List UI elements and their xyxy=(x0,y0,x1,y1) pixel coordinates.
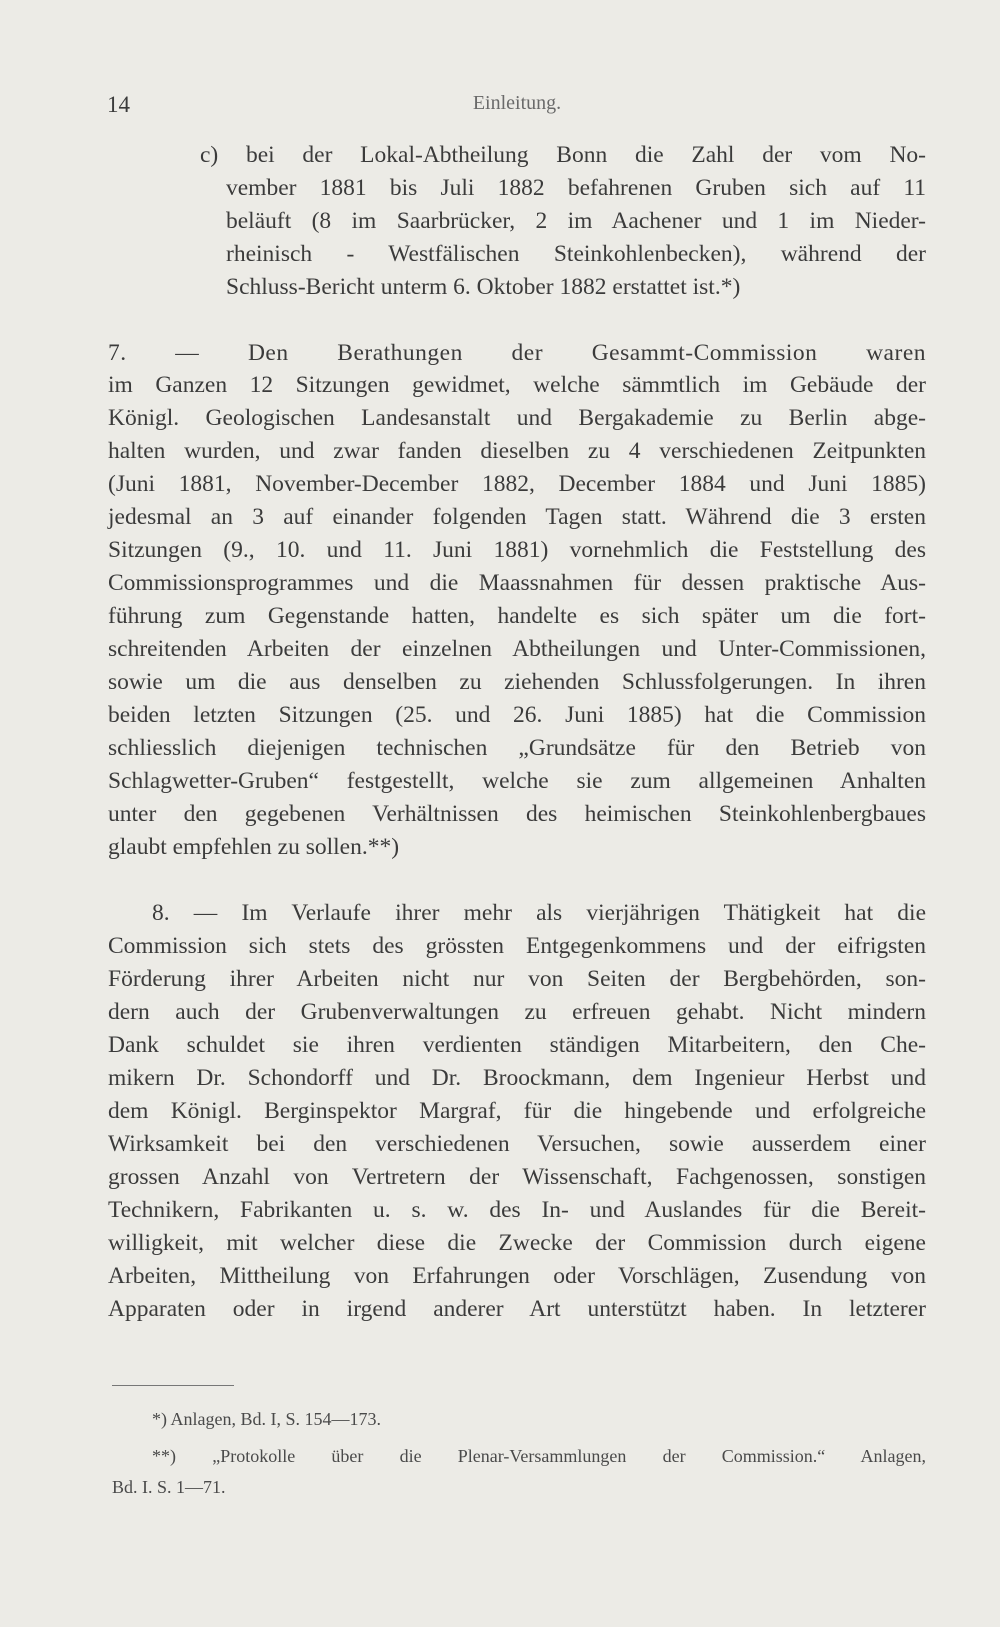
body-line: rheinisch - Westfälischen Steinkohlenbecken), während der xyxy=(226,241,926,267)
body-line: glaubt empfehlen zu sollen.**) xyxy=(108,834,400,860)
footnote-2-continuation: Bd. I. S. 1—71. xyxy=(112,1477,226,1497)
body-line: Sitzungen (9., 10. und 11. Juni 1881) vornehmlich die Feststellung des xyxy=(108,537,926,563)
body-line: dem Königl. Berginspektor Margraf, für die hingebende und erfolgreiche xyxy=(108,1098,926,1124)
body-line: Schluss-Bericht unterm 6. Oktober 1882 erstattet ist.*) xyxy=(226,274,741,300)
body-line: c) bei der Lokal-Abtheilung Bonn die Zahl der vom No- xyxy=(200,142,926,168)
body-line: beiden letzten Sitzungen (25. und 26. Juni 1885) hat die Commission xyxy=(108,702,926,728)
body-line: schliesslich diejenigen technischen „Grundsätze für den Betrieb von xyxy=(108,735,926,761)
body-line: (Juni 1881, November-December 1882, December 1884 und Juni 1885) xyxy=(108,471,926,497)
footnote-separator xyxy=(112,1385,234,1386)
page-header xyxy=(107,92,927,122)
body-line: schreitenden Arbeiten der einzelnen Abtheilungen und Unter-Commissionen, xyxy=(108,636,926,662)
body-line: 7. — Den Berathungen der Gesammt-Commission waren xyxy=(108,340,926,366)
body-line: 8. — Im Verlaufe ihrer mehr als vierjährigen Thätigkeit hat die xyxy=(152,900,926,926)
body-line: Dank schuldet sie ihren verdienten ständigen Mitarbeitern, den Che- xyxy=(108,1032,926,1058)
body-line: Schlagwetter-Gruben“ festgestellt, welche sie zum allgemeinen Anhalten xyxy=(108,768,926,794)
body-line: Arbeiten, Mittheilung von Erfahrungen oder Vorschlägen, Zusendung von xyxy=(108,1263,926,1289)
body-line: Förderung ihrer Arbeiten nicht nur von Seiten der Bergbehörden, son- xyxy=(108,966,926,992)
body-line: willigkeit, mit welcher diese die Zwecke der Commission durch eigene xyxy=(108,1230,926,1256)
body-line: Wirksamkeit bei den verschiedenen Versuchen, sowie ausserdem einer xyxy=(108,1131,926,1157)
body-line: mikern Dr. Schondorff und Dr. Broockmann, dem Ingenieur Herbst und xyxy=(108,1065,926,1091)
body-line: im Ganzen 12 Sitzungen gewidmet, welche sämmtlich im Gebäude der xyxy=(108,372,926,398)
body-line: Apparaten oder in irgend anderer Art unterstützt haben. In letzterer xyxy=(108,1296,926,1322)
body-line: Königl. Geologischen Landesanstalt und Bergakademie zu Berlin abge- xyxy=(108,405,926,431)
body-line: Commission sich stets des grössten Entgegenkommens und der eifrigsten xyxy=(108,933,926,959)
footnote-1: *) Anlagen, Bd. I, S. 154—173. xyxy=(152,1409,381,1429)
body-line: grossen Anzahl von Vertretern der Wissenschaft, Fachgenossen, sonstigen xyxy=(108,1164,926,1190)
body-line: beläuft (8 im Saarbrücker, 2 im Aachener und 1 im Nieder- xyxy=(226,208,926,234)
body-line: führung zum Gegenstande hatten, handelte es sich später um die fort- xyxy=(108,603,926,629)
body-line: unter den gegebenen Verhältnissen des heimischen Steinkohlenbergbaues xyxy=(108,801,926,827)
body-line: halten wurden, und zwar fanden dieselben zu 4 verschiedenen Zeitpunkten xyxy=(108,438,926,464)
running-title: Einleitung. xyxy=(472,92,562,114)
body-line: jedesmal an 3 auf einander folgenden Tagen statt. Während die 3 ersten xyxy=(108,504,926,530)
body-line: Technikern, Fabrikanten u. s. w. des In- und Auslandes für die Bereit- xyxy=(108,1197,926,1223)
body-line: Commissionsprogrammes und die Maassnahmen für dessen praktische Aus- xyxy=(108,570,926,596)
body-line: dern auch der Grubenverwaltungen zu erfreuen gehabt. Nicht mindern xyxy=(108,999,926,1025)
page-number: 14 xyxy=(107,92,130,117)
body-line: vember 1881 bis Juli 1882 befahrenen Gruben sich auf 11 xyxy=(226,175,926,201)
body-line: sowie um die aus denselben zu ziehenden Schlussfolgerungen. In ihren xyxy=(108,669,926,695)
footnote-2: **) „Protokolle über die Plenar-Versammlungen der Commission.“ Anlagen, xyxy=(152,1446,926,1466)
